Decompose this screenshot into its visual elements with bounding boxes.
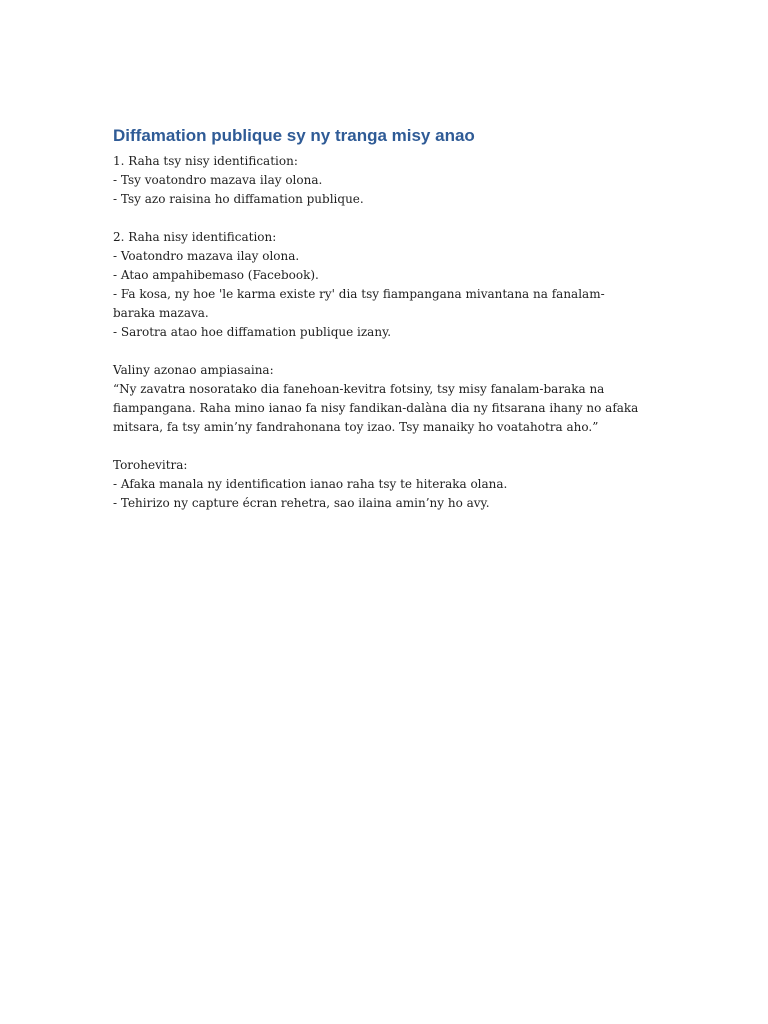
list-item: - Tehirizo ny capture écran rehetra, sao ilaina amin’ny ho avy. (113, 496, 490, 510)
section-no-identification (113, 152, 643, 209)
document-title: Diffamation publique sy ny tranga misy anao (113, 126, 475, 145)
section-heading: 1. Raha tsy nisy identification: (113, 154, 298, 168)
list-item: - Voatondro mazava ilay olona. (113, 249, 300, 263)
list-item: - Tsy voatondro mazava ilay olona. (113, 173, 323, 187)
list-item: - Tsy azo raisina ho diffamation publique. (113, 192, 364, 206)
list-item: - Fa kosa, ny hoe 'le karma existe ry' dia tsy fiampangana mivantana na fanalam-baraka mazava. (113, 287, 605, 320)
section-with-identification (113, 228, 643, 342)
list-item: - Afaka manala ny identification ianao raha tsy te hiteraka olana. (113, 477, 508, 491)
section-response (113, 361, 643, 437)
section-heading: 2. Raha nisy identification: (113, 230, 277, 244)
list-item: - Atao ampahibemaso (Facebook). (113, 268, 319, 282)
section-heading: Torohevitra: (113, 458, 188, 472)
section-advice (113, 456, 643, 513)
section-heading: Valiny azonao ampiasaina: (113, 363, 274, 377)
quoted-response: “Ny zavatra nosoratako dia fanehoan-kevitra fotsiny, tsy misy fanalam-baraka na fiampangana. Raha mino ianao fa nisy fandikan-dalàna dia ny fitsarana ihany no afaka mitsara, fa tsy amin’ny fandrahonana toy izao. Tsy manaiky ho voatahotra aho.” (113, 382, 639, 434)
list-item: - Sarotra atao hoe diffamation publique izany. (113, 325, 392, 339)
document-content (113, 124, 643, 532)
